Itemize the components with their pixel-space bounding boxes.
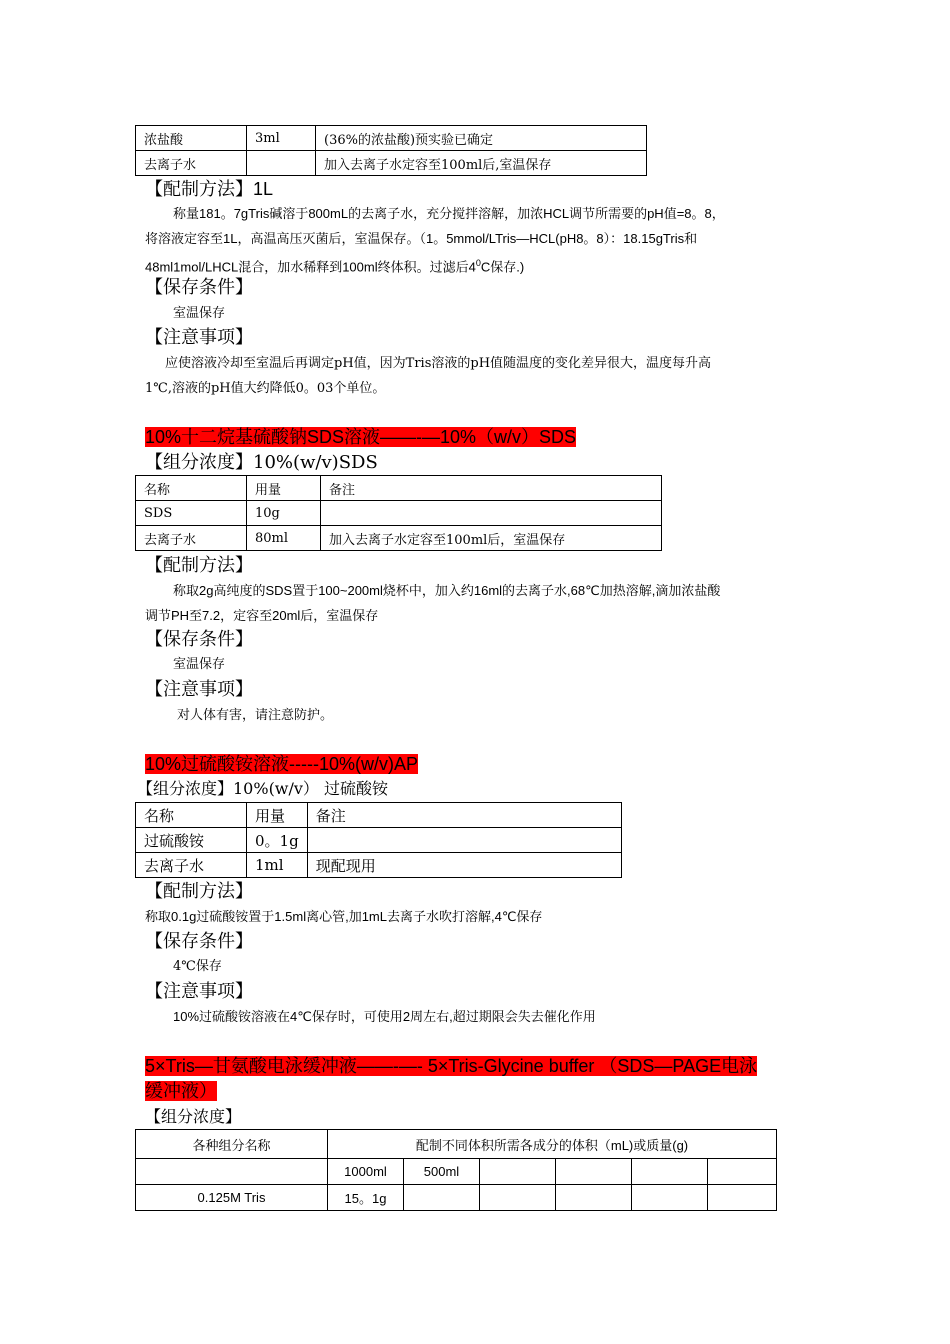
paragraph: 应使溶液冷却至室温后再调定pH值，因为Tris溶液的pH值随温度的变化差异很大，温度每升高 1℃,溶液的pH值大约降低0。03个单位。 [145, 356, 712, 396]
table-cell [307, 828, 621, 853]
paragraph: 称取0.1g过硫酸铵置于1.5ml离心管,加1mL去离子水吹打溶解,4℃保存 [145, 909, 543, 924]
table-row [136, 853, 622, 878]
table-row [136, 126, 647, 151]
section-title: 5×Tris—甘氨酸电泳缓冲液——-—- 5×Tris-Glycine buffer （SDS—PAGE电泳 缓冲液） [145, 1056, 758, 1101]
section-heading: 【组分浓度】 [145, 1107, 242, 1126]
table-cell: 1ml [247, 853, 308, 878]
table-header: 备注 [307, 803, 621, 828]
table-row [136, 1159, 777, 1185]
section-heading: 【注意事项】 [145, 327, 253, 348]
ap-recipe-table [135, 802, 622, 878]
table-cell [556, 1185, 632, 1211]
table-cell: (36%的浓盐酸)预实验已确定 [316, 126, 647, 151]
table-cell [136, 1159, 328, 1185]
table-cell: 去离子水 [136, 853, 247, 878]
table-cell [247, 151, 316, 176]
table-cell: 10g [247, 501, 321, 526]
table-cell [404, 1185, 480, 1211]
table-cell [632, 1185, 708, 1211]
section-heading: 【配制方法】 [145, 555, 253, 576]
section-heading: 【保存条件】 [145, 931, 253, 952]
table-header: 用量 [247, 476, 321, 501]
section-title: 10%过硫酸铵溶液-----10%(w/v)AP [145, 754, 419, 774]
table-cell: 0。1g [247, 828, 308, 853]
table-cell [708, 1185, 777, 1211]
table-header: 配制不同体积所需各成分的体积（mL)或质量(g) [328, 1130, 777, 1159]
section-title: 10%十二烷基硫酸钠SDS溶液——-—10%（w/v）SDS [145, 427, 577, 447]
table-row [136, 1185, 777, 1211]
section-heading: 【注意事项】 [145, 679, 253, 700]
table-cell: 浓盐酸 [136, 126, 247, 151]
tris-recipe-table [135, 125, 647, 176]
table-cell: 去离子水 [136, 151, 247, 176]
paragraph: 对人体有害，请注意防护。 [177, 708, 334, 723]
table-cell: 现配现用 [307, 853, 621, 878]
buffer-recipe-table [135, 1129, 777, 1211]
table-cell [321, 501, 662, 526]
paragraph: 称取2g高纯度的SDS置于100~200ml烧杯中，加入约16ml的去离子水,68℃加热溶解,滴加浓盐酸 调节PH至7.2，定容至20ml后，室温保存 [145, 583, 721, 623]
table-cell [480, 1185, 556, 1211]
table-cell: 15。1g [328, 1185, 404, 1211]
table-cell [480, 1159, 556, 1185]
table-cell [708, 1159, 777, 1185]
section-heading: 【组分浓度】10%(w/v)SDS [145, 452, 378, 473]
table-header: 名称 [136, 803, 247, 828]
paragraph: 4℃保存 [173, 959, 222, 974]
paragraph: 室温保存 [173, 657, 226, 672]
table-cell: 过硫酸铵 [136, 828, 247, 853]
table-row [136, 828, 622, 853]
table-row [136, 526, 662, 551]
sds-recipe-table [135, 475, 662, 551]
paragraph: 10%过硫酸铵溶液在4℃保存时，可使用2周左右,超过期限会失去催化作用 [173, 1009, 596, 1024]
section-heading: 【配制方法】1L [145, 179, 274, 199]
table-cell: 0.125M Tris [136, 1185, 328, 1211]
table-cell [556, 1159, 632, 1185]
section-heading: 【配制方法】 [145, 881, 253, 902]
table-cell [632, 1159, 708, 1185]
table-header: 各种组分名称 [136, 1130, 328, 1159]
table-cell: 去离子水 [136, 526, 247, 551]
table-cell: 3ml [247, 126, 316, 151]
table-cell: 加入去离子水定容至100ml后，室温保存 [321, 526, 662, 551]
paragraph: 称量181。7gTris碱溶于800mL的去离子水，充分搅拌溶解，加浓HCL调节所需要的pH值=8。8， 将溶液定容至1L，高温高压灭菌后，室温保存。（1。5mmol/LTris—HCL(pH8。8）：18.15gTris和 48ml1mol/LHCL混合，加水稀释到100ml终体积。过滤后$4^0C$保存.) [145, 206, 725, 275]
table-cell: SDS [136, 501, 247, 526]
table-cell: 80ml [247, 526, 321, 551]
table-cell: 加入去离子水定容至100ml后,室温保存 [316, 151, 647, 176]
table-header: 用量 [247, 803, 308, 828]
table-row [136, 1130, 777, 1159]
table-row [136, 151, 647, 176]
table-row [136, 803, 622, 828]
section-heading: 【保存条件】 [145, 277, 253, 298]
section-heading: 【保存条件】 [145, 629, 253, 650]
table-cell: 1000ml [328, 1159, 404, 1185]
table-row [136, 501, 662, 526]
table-header: 名称 [136, 476, 247, 501]
section-heading: 【组分浓度】10%(w/v） 过硫酸铵 [137, 779, 389, 798]
table-cell: 500ml [404, 1159, 480, 1185]
paragraph: 室温保存 [173, 306, 226, 321]
table-header: 备注 [321, 476, 662, 501]
table-row [136, 476, 662, 501]
section-heading: 【注意事项】 [145, 981, 253, 1002]
